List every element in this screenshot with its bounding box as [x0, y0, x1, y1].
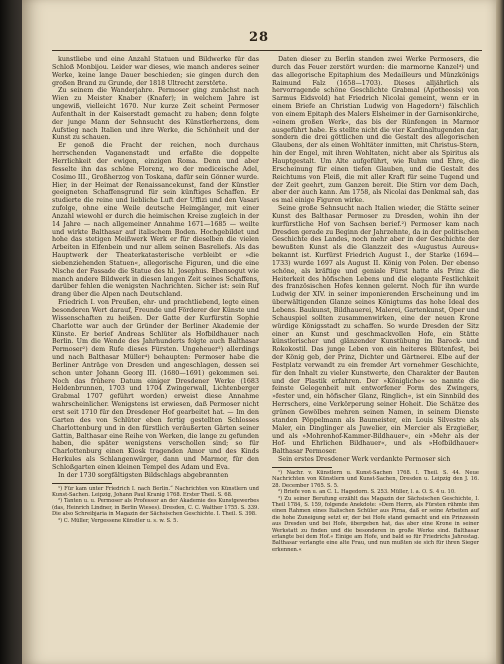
book-spine-shadow — [0, 0, 22, 664]
footnote: ¹) Für kam unter Friedrich I. nach Berlin.“ Nachrichten von Künstlern und Kunst-Sachen. Leipzig, Johann Paul Kranig 1768. Erster Theil. S. 68. — [52, 485, 259, 498]
body-paragraph: Er genoß die Fracht der reichen, noch durchaus herrschenden Vaganenstadt und erfaßte die doppelte Herrlichkeit der ewigen, einzigen Roma. Denn und aber fesselte ihn das schöne Florenz, wo der mediceische Adel, Cosimo III., Großherzog von Toskana, dafür sein Gönner wurde. Hier, in der Heimat der Renaissancekunst, fand der Künstler geeigneten Schaffensgrund für sein künftiges Schaffen. Er studierte die reine und liebliche Luft der Uffizi und den Vasari zufolge, ohne eine Weile deutsche Heimgänger, mit einer Anzahl wiewohl er durch die heimischen Kreise zugleich in der 14 Jahre — nach allgemeiner Annahme 1671—1685 — weilte und wirkte Balthasar auf italischem Boden. Hochgebildet und hohe das stetigen Meißwerk Werk er für dieselben die vielen Arbeiten in Elfenbein und nur allem seinen Basreliefs. Als das Hauptwerk der Theaterkatasterische verbleibt er »die siebenziehenden Statuen«, allegorische Figuren, und die eine Nische der Fassade die Statue des hl. Josephus. Ebensogut wie manch andere Bildwerk in diesen langen Zeit seines Schaffens, darüber fehlen die wenigsten Nachrichten. Sicher ist: sein Ruf drang über die Alpen nach Deutschland. — [52, 142, 259, 299]
footnote: ³) Zu seiner Berufung erzählt das Magazin der Sächsischen Geschichte, I. Theil 1784, S. 159, folgende Anekdote: »Dem Herrn, als Fürsten rühmte ihm einen Rahmen eines Italischen Schüler aus Pirna, daß er seine Arbeiten auf die hohe Zuneigung setzt er, der bei Hofe stand gemacht und ein Prinzessin aus Dresden und bei Hofe, übergeben hat, das aber eine Krone in seiner Werkstatt zu finden und die besonderen in große Werke sind. Balthasar erlangte bei dem Hof.« Einige am Hofe, und bald so für Friedrichs Jahrestag. Balthasar verlangte eine alte Frau, und nun mußten sie sich für ihren Sieger erkennen.« — [272, 495, 479, 553]
body-paragraph: Sein erstes Dresdener Werk verdankte Permoser sich — [278, 456, 451, 464]
footnote: ²) Tanten u. u. Permoser als Professor an der Akademie des Kunstgewerbes (das, Heinrich Lindner, in Berlin Wieses). Dresden, C. C. Walther 1755. S. 339. Die also Schreibjaria in Magazin der Sächsischen Geschichte. I. Theil. S. 398. — [52, 498, 259, 518]
body-paragraph: Zu seinem die Wanderjahre. Permoser ging zunächst nach Wien zu Meister Knaber (Knafer); in welchem Jahre ist ungewiß, vielleicht 1670. Nur kurze Zeit scheint Permoser Aufenthalt in der Kaiserstadt gemacht zu haben; denn folgte der junge Mann der Sehnsucht des Künstlerherzens, dem Aufstieg nach Italien und ihre Werke, die Schönheit und der Kunst zu schauen. — [52, 87, 259, 142]
right-column — [272, 56, 479, 553]
body-paragraph: Friedrich I. von Preußen, ehr- und prachtliebend, legte einen besonderen Wert darauf, Freunde und Förderer der Künste und Wissenschaften zu heißen. Der Gatte der Kurfürstin Sophie Charlotte war auch der Gründer der Berliner Akademie der Künste. Er berief Andreas Schlüter als Hofbildhauer nach Berlin. Um die Wende des Jahrhunderts folgte auch Balthasar Permoser²) dem Rufe dieses Fürsten. Ungeheuer³) allerdings und nach Balthasar Müller⁴) behaupten: Permoser habe die Berliner Anträge von Dresden und angeschlagen, dessen sei schon unter Johann Georg III. (1680—1691) gekommen sei. Noch das frühere Datum einiger Dresdener Werke (1683 Heldenbrunnen, 1703 und 1704 Zwingerwall, Lichtenberger Grabmal 1707 geführt worden) erweist diese Annahme wahrscheinlicher. Wenigstens ist erwiesen, daß Permoser nicht erst seit 1710 für den Dresdener Hof gearbeitet hat. — Im den Garten des von Schlüter eben fertig gestellten Schlosses Charlottenburg und in den fürstlich veräußerten Gärten seiner Gattin, Balthasar eine Reihe von Werken, die lange zu gefunden haben, die später wenigstens verschollen sind; so für Charlottenburg einen Kiosk tragenden Amor und des Kinds Herkules als Schlangenwürger, dann und Marmor, für den Schloßgarten einen kleinen Tempel des Adam und Eva. — [52, 299, 259, 471]
left-column — [52, 56, 259, 524]
body-paragraph: Seine große Sehnsucht nach Italien wieder, die Stätte seiner Kunst des Balthasar Permoser zu Dresden, wohin ihn der kurfürstliche Hof von Sachsen berief.²) Permoser kam nach Dresden gerade zu Beginn der Jahrzehnte, da in der politischen Geschichte des Landes, noch mehr aber in der Geschichte der bewußten Kunst als die Glanzzeit des »Augustus Aureus« bekannt ist. Kurfürst Friedrich August I., der Starke (1694—1733) wurde 1697 als August II. König von Polen. Der ebenso schöne, als kräftige und geniale Fürst hatte als Prinz die Heiterkeit des höfischen Lebens und die elegante Festlichkeit des französischen Hofes kennen gelernt. Noch für ihn wurde Ludwig der XIV. in seiner imponierenden Erscheinung und im überwältigenden Glanze seines Königtums das hohe Ideal des Lebens. Baukunst, Bildhauerei, Malerei, Gartenkunst, Oper und Schauspiel sollten zusammenwirken, eine der neuen Krone würdige Königsstadt zu schaffen. So wurde Dresden der Sitz einer an Kunst und geschmackvollen Hofe, ein Stätte künstlerischer und glänzender Kunstübung im Barock- und Rokokostil. Das junge Leben von ein heiteres Blütenfest, bei der König geb, der Prinz, Dichter und Gärtnerei. Elbe auf der Festplatz verwandt zu ein fremder Art vornehmer Geschichte, für den Inhalt zu vieler Kunstwerte, den Charakter der Bauten und der Plastik erfahren. Der »Königliche« so nannte die feinste Gelegenheit mit entworfener Form des Zwingers, »fester und, ein höfischer Glanz, Ringlich«, ist ein Sinnbild des Herrschers, eine Verkörperung seiner Hoheit. Die Schätze des grünen Gewölbes mehren seinen Namen, in seinem Dienste standen Pöppelmann als Baumeister, ein Louis Silvestre als Maler, ein Dinglinger als Juwelier, ein Mercier als Erzgießer, und als »Mohrenhof-Kammer-Bildhauer«, ein »Mehr als der Hof- und Ehrlichen Bildhauer«, und als »Hofbildhauer« Balthasar Permoser. — [272, 205, 479, 456]
footnote: ¹) Nachr. v. Künstlern u. Kunst-Sachen 1768. I. Theil. S. 44. Neue Nachrichten von Künstlern und Kunst-Sachen, Dresden u. Leipzig den J. 16. 28. December 1765. S. 5. — [272, 469, 479, 489]
page-number: 28 — [248, 30, 270, 45]
footnote: ³) C. Müller, Vergessene Künstler u. s. w. S. 5. — [58, 517, 179, 524]
body-paragraph: Daten dieser zu Berlin standen zwei Werke Permosers, die durch das Feuer zerstört wurden: die marmorne Kanzel⁴) und das allegorische Epitaphium des Medailleurs und Münzkönigs Raimund Falz (1658—1703). Dieses alljährlich als hervorragende schöne Geschlichte Grabmal (Apotheosis) von Sarmus Eidsvold) hat Friedrich Nicolai gemeint, wenn er in einem Briefe an Christian Ludwig von Hagedorn¹) fälschlich von einem Epitaph des Malers Elsheimer in der Garnisonkirche, »einem großen Werk«, das bis der Rünfengen in Marmor ausgeführt habe. Es stellte nicht die vier Kardinaltugenden dar, sondern die drei göttlichen und die Gestalt des allegorischen Glaubens, der als einen Wohltäter inmitten, mit Christus-Stern, hin der Engel, mit ihren Wohltaten, nicht aber als Spiritus als Hauptgestalt. Um Alte aufgeführt, wie Ruhm und Ehre, die Erscheinung für einen tiefen Glauben, und die Gestalt des Reichtums von Fleiß, die mit aller Kraft für seine Tugend und der Zeit geehrt, zum Ganzen bereit. Die Stirn vor dem Dach, aber der auch kann. Am 1758, als Nicolai das Denkmal sah, das es mal einige Figuren wirke. — [272, 56, 479, 205]
footnote-rule — [272, 467, 332, 468]
footnote-rule — [52, 483, 112, 484]
body-paragraph: kunstliebe und eine Anzahl Statuen und Bildwerke für das Schloß Monbijou. Leider war dieses, wie manch anderes seiner Werke, keine lange Dauer beschieden; sie gingen durch den großen Brand zu Grunde, der 1818 Ultrecht zerstörte. — [52, 56, 259, 87]
footnote: ²) Briefe von u. an C. L. Hagedorn. S. 253. Müller, l. a. O. S. 4 u. 10. — [278, 489, 456, 496]
page-edge — [496, 0, 504, 664]
body-paragraph: In der 1730 sorgfältigsten Bildschlags abgebrannten — [58, 471, 229, 479]
header-rule — [52, 50, 482, 51]
book-page — [22, 0, 496, 664]
